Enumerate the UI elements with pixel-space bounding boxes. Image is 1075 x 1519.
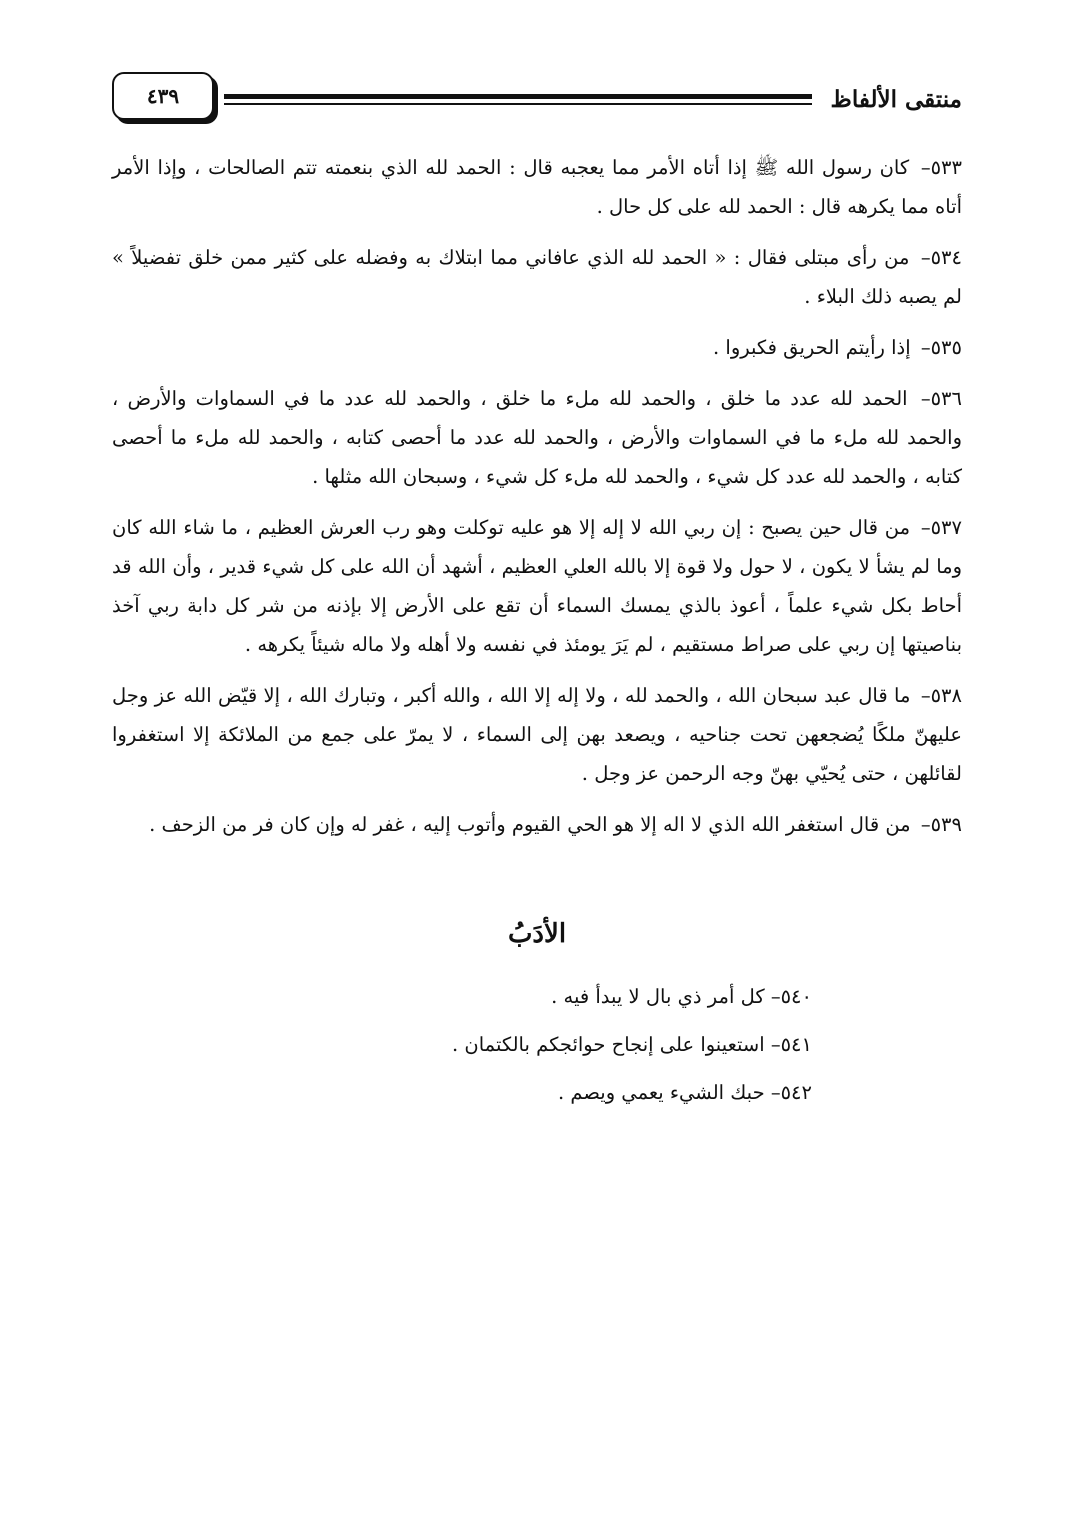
- entry-536: [112, 379, 962, 496]
- entry-number: ٥٣٥–: [920, 336, 962, 359]
- entry-number: ٥٣٩–: [920, 813, 962, 836]
- entry-539: [112, 805, 962, 844]
- entry-text: ما قال عبد سبحان الله ، والحمد لله ، ولا إله إلا الله ، والله أكبر ، وتبارك الله ، إلا قيّض الله عز وجل عليهنّ ملكًا يُضجعهن تحت جناحيه ، ويصعد بهن إلى السماء ، لا يمرّ على جمع من الملائكة إلا استغفروا لقائلهن ، حتى يُحيّي بهنّ وجه الرحمن عز وجل .: [112, 684, 962, 785]
- page-number: ٤٣٩: [112, 72, 214, 120]
- page-header: [112, 72, 962, 132]
- entry-542: [112, 1072, 962, 1114]
- header-rule-thick: [224, 94, 812, 99]
- entry-533: [112, 148, 962, 226]
- entry-text: حبك الشيء يعمي ويصم .: [557, 1081, 765, 1104]
- entry-text: استعينوا على إنجاح حوائجكم بالكتمان .: [452, 1033, 765, 1056]
- entry-540: [112, 976, 962, 1018]
- entry-number: ٥٣٣–: [920, 156, 962, 179]
- entry-number: ٥٣٨–: [920, 684, 962, 707]
- entry-text: الحمد لله عدد ما خلق ، والحمد لله ملء ما خلق ، والحمد لله عدد ما في السماوات والأرض ، والحمد لله ملء ما في السماوات والأرض ، والحمد لله عدد ما أحصى كتابه ، والحمد لله ملء ما أحصى كتابه ، والحمد لله عدد كل شيء ، والحمد لله ملء كل شيء ، وسبحان الله مثلها .: [112, 387, 962, 488]
- entry-number: ٥٤٠–: [770, 985, 812, 1008]
- entry-text: كل أمر ذي بال لا يبدأ فيه .: [551, 985, 765, 1008]
- entry-535: [112, 328, 962, 367]
- page-body: [112, 148, 962, 1120]
- entry-number: ٥٤١–: [770, 1033, 812, 1056]
- entry-text: إذا رأيتم الحريق فكبروا .: [713, 336, 911, 359]
- entry-537: [112, 508, 962, 664]
- entry-534: [112, 238, 962, 316]
- entry-text: من قال استغفر الله الذي لا اله إلا هو الحي القيوم وأتوب إليه ، غفر له وإن كان فر من الزحف .: [149, 813, 911, 836]
- entry-541: [112, 1024, 962, 1066]
- entry-538: [112, 676, 962, 793]
- entry-number: ٥٣٧–: [920, 516, 962, 539]
- entry-number: ٥٣٦–: [920, 387, 962, 410]
- section-title: الأدَبُ: [507, 919, 567, 949]
- header-rule: [224, 94, 812, 105]
- entry-text: من قال حين يصبح : إن ربي الله لا إله إلا هو عليه توكلت وهو رب العرش العظيم ، ما شاء الله كان وما لم يشأ لا يكون ، لا حول ولا قوة إلا بالله العلي العظيم ، أشهد أن الله على كل شيء قدير ، وأن الله قد أحاط بكل شيء علماً ، أعوذ بالذي يمسك السماء أن تقع على الأرض إلا بإذنه من شر كل دابة ربي آخذ بناصيتها إن ربي على صراط مستقيم ، لم يَرَ يومئذ في نفسه ولا أهله ولا ماله شيئاً يكرهه .: [112, 516, 962, 656]
- entry-number: ٥٣٤–: [920, 246, 962, 269]
- entry-text: كان رسول الله ﷺ إذا أتاه الأمر مما يعجبه قال : الحمد لله الذي بنعمته تتم الصالحات ، وإذا الأمر أتاه مما يكرهه قال : الحمد لله على كل حال .: [112, 156, 962, 218]
- header-rule-thin: [224, 103, 812, 105]
- entry-number: ٥٤٢–: [770, 1081, 812, 1104]
- book-title: منتقى الألفاظ: [830, 86, 962, 113]
- entry-text: من رأى مبتلى فقال : « الحمد لله الذي عافاني مما ابتلاك به وفضله على كثير ممن خلق تفضيلاً » لم يصبه ذلك البلاء .: [112, 246, 962, 308]
